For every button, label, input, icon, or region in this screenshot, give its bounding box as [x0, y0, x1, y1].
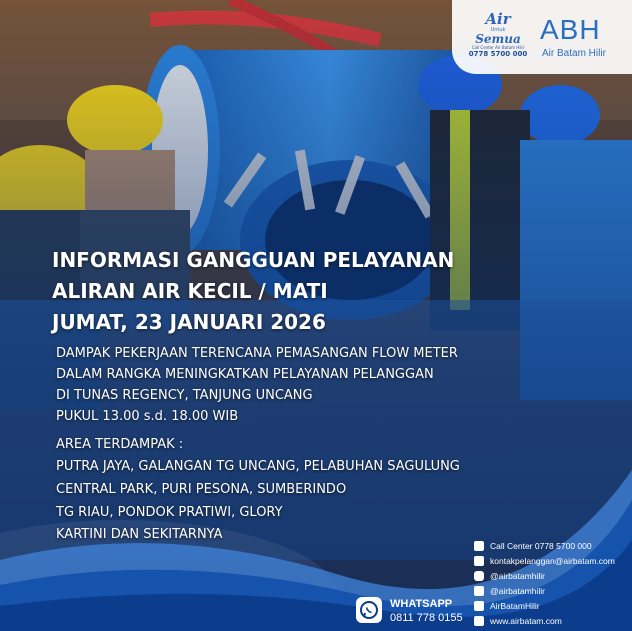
contact-email-text: kontakpelanggan@airbatam.com — [490, 556, 615, 566]
area-line2: CENTRAL PARK, PURI PESONA, SUMBERINDO — [56, 482, 347, 497]
contact-website[interactable] — [474, 615, 562, 627]
whatsapp-icon[interactable] — [356, 597, 382, 623]
slogan-phone: 0778 5700 000 — [468, 50, 528, 58]
detail-line2: DALAM RANGKA MENINGKATKAN PELAYANAN PELANGGAN — [56, 367, 434, 382]
mail-icon — [474, 556, 484, 566]
contact-facebook-text: AirBatamHilir — [490, 601, 540, 611]
contact-instagram[interactable] — [474, 570, 545, 582]
abh-logo-name: Air Batam Hilir — [542, 48, 606, 59]
detail-line1: DAMPAK PEKERJAAN TERENCANA PEMASANGAN FLOW METER — [56, 346, 458, 361]
instagram-icon — [474, 571, 484, 581]
web-icon — [474, 616, 484, 626]
abh-logo-mark: ABH — [540, 14, 601, 45]
slogan-logo — [468, 12, 528, 58]
area-line1: PUTRA JAYA, GALANGAN TG UNCANG, PELABUHAN SAGULUNG — [56, 459, 460, 474]
contact-twitter-text: @airbatamhilir — [490, 586, 545, 596]
contact-twitter[interactable] — [474, 585, 545, 597]
whatsapp-number[interactable]: 0811 778 0155 — [390, 612, 463, 624]
phone-icon — [474, 541, 484, 551]
area-line4: KARTINI DAN SEKITARNYA — [56, 527, 223, 542]
area-line3: TG RIAU, PONDOK PRATIWI, GLORY — [56, 505, 283, 520]
contact-email[interactable] — [474, 555, 615, 567]
contact-facebook[interactable] — [474, 600, 540, 612]
slogan-untuk: Untuk — [490, 27, 506, 33]
detail-line3: DI TUNAS REGENCY, TANJUNG UNCANG — [56, 388, 313, 403]
slogan-air: Air — [485, 10, 511, 28]
headline-date: JUMAT, 23 JANUARI 2026 — [52, 310, 326, 334]
contact-call-center[interactable] — [474, 540, 592, 552]
contact-instagram-text: @airbatamhilir — [490, 571, 545, 581]
area-heading: AREA TERDAMPAK : — [56, 437, 184, 452]
contact-website-text: www.airbatam.com — [490, 616, 562, 626]
detail-time: PUKUL 13.00 s.d. 18.00 WIB — [56, 409, 239, 424]
headline-line1: INFORMASI GANGGUAN PELAYANAN — [52, 248, 455, 272]
whatsapp-label: WHATSAPP — [390, 598, 453, 610]
contact-call-center-text: Call Center 0778 5700 000 — [490, 541, 592, 551]
facebook-icon — [474, 601, 484, 611]
slogan-semua: Semua — [475, 32, 521, 46]
twitter-icon — [474, 586, 484, 596]
headline-line2: ALIRAN AIR KECIL / MATI — [52, 279, 328, 303]
slogan-callcenter: Call Center Air Batam Hilir — [471, 45, 525, 50]
